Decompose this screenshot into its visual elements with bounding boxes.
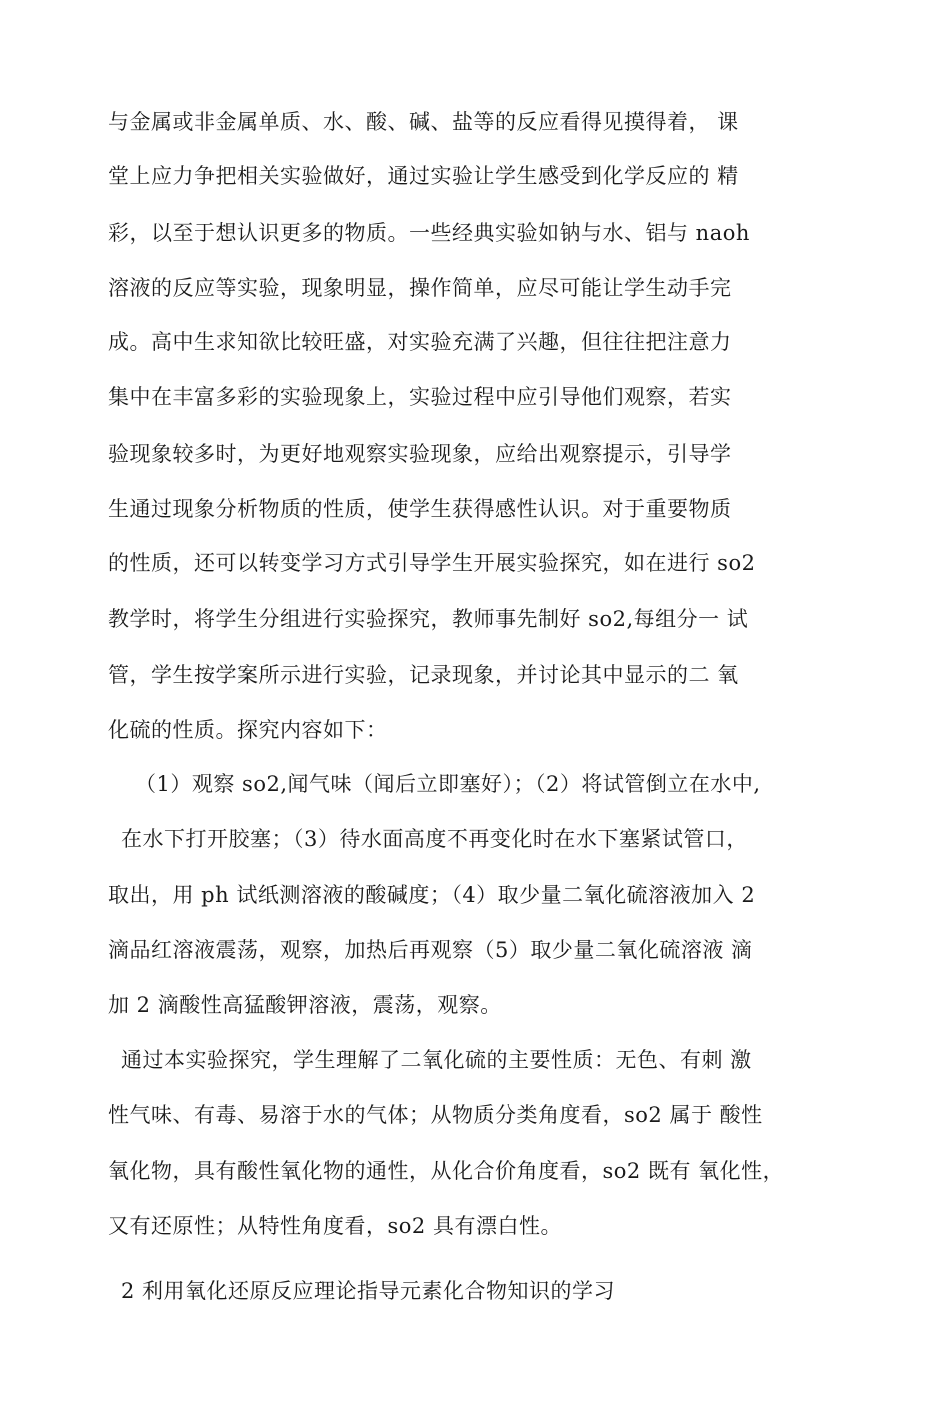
text-line: 氧化物，具有酸性氧化物的通性，从化合价角度看，so2 既有 氧化性， (108, 1159, 785, 1183)
text-line: 与金属或非金属单质、水、酸、碱、盐等的反应看得见摸得着， 课 (108, 110, 739, 134)
text-line: 通过本实验探究，学生理解了二氧化硫的主要性质：无色、有刺 激 (121, 1048, 752, 1072)
text-line: 在水下打开胶塞；（3）待水面高度不再变化时在水下塞紧试管口， (121, 827, 748, 851)
text-line: 堂上应力争把相关实验做好，通过实验让学生感受到化学反应的 精 (108, 164, 739, 188)
text-line: 验现象较多时，为更好地观察实验现象，应给出观察提示，引导学 (108, 442, 732, 466)
text-line: 溶液的反应等实验，现象明显，操作简单，应尽可能让学生动手完 (108, 276, 732, 300)
text-line: （1）观察 so2,闻气味（闻后立即塞好）；（2）将试管倒立在水中, (135, 772, 761, 796)
text-line: 又有还原性；从特性角度看，so2 具有漂白性。 (108, 1214, 562, 1238)
section-heading: 2 利用氧化还原反应理论指导元素化合物知识的学习 (121, 1279, 616, 1303)
text-line: 性气味、有毒、易溶于水的气体；从物质分类角度看，so2 属于 酸性 (108, 1103, 763, 1127)
text-line: 生通过现象分析物质的性质，使学生获得感性认识。对于重要物质 (108, 497, 732, 521)
text-line: 彩，以至于想认识更多的物质。一些经典实验如钠与水、铝与 naoh (108, 221, 750, 245)
text-line: 取出，用 ph 试纸测溶液的酸碱度；（4）取少量二氧化硫溶液加入 2 (108, 883, 756, 907)
text-line: 滴品红溶液震荡，观察，加热后再观察（5）取少量二氧化硫溶液 滴 (108, 938, 753, 962)
text-line: 成。高中生求知欲比较旺盛，对实验充满了兴趣，但往往把注意力 (108, 330, 732, 354)
text-line: 化硫的性质。探究内容如下： (108, 718, 388, 742)
text-line: 管，学生按学案所示进行实验，记录现象，并讨论其中显示的二 氧 (108, 663, 739, 687)
text-line: 集中在丰富多彩的实验现象上，实验过程中应引导他们观察，若实 (108, 385, 732, 409)
text-line: 的性质，还可以转变学习方式引导学生开展实验探究，如在进行 so2 (108, 551, 756, 575)
text-line: 加 2 滴酸性高猛酸钾溶液，震荡，观察。 (108, 993, 502, 1017)
text-line: 教学时，将学生分组进行实验探究，教师事先制好 so2,每组分一 试 (108, 607, 749, 631)
